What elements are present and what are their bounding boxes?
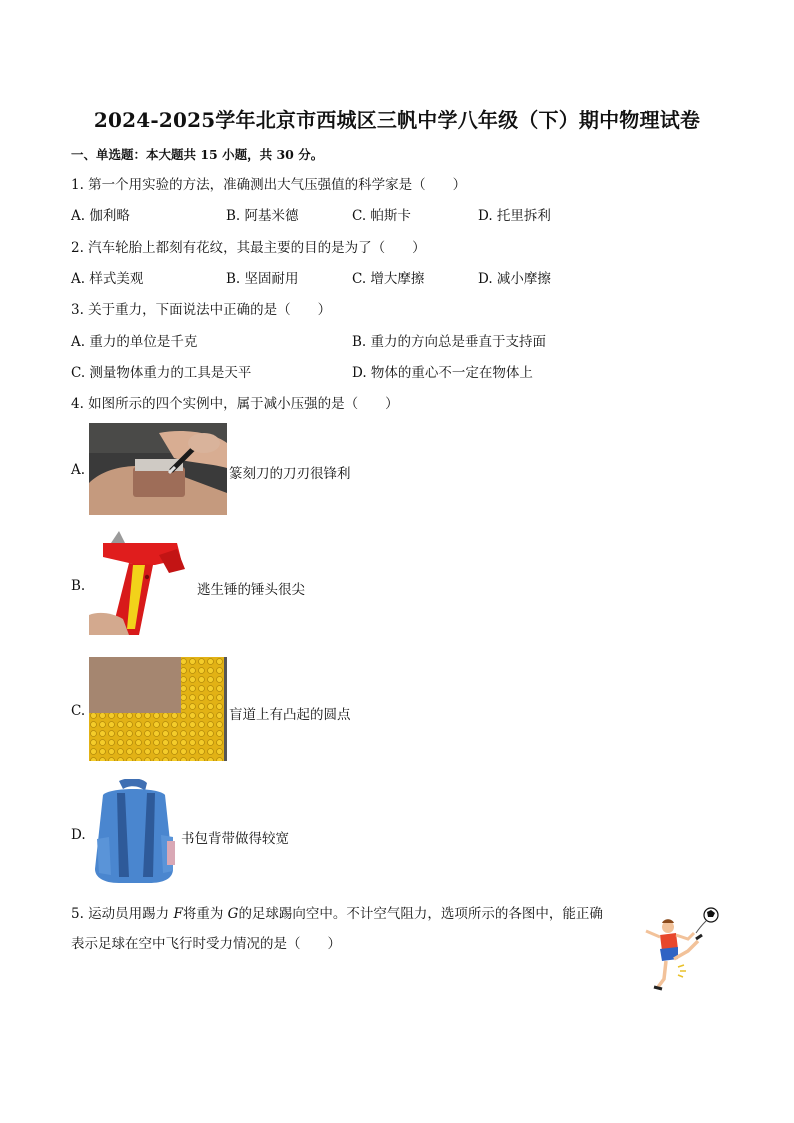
q3-option-a: A. 重力的单位是千克 — [71, 334, 198, 350]
q4-option-c-letter: C. — [71, 703, 86, 719]
q3-option-c: C. 测量物体重力的工具是天平 — [71, 365, 252, 381]
q3-option-b: B. 重力的方向总是垂直于支持面 — [352, 334, 547, 350]
escape-hammer-photo — [89, 529, 195, 635]
q1-option-c: C. 帕斯卡 — [352, 208, 411, 224]
question-5-stem-line-1 — [71, 905, 603, 923]
q4-option-b-letter: B. — [71, 578, 86, 594]
q5-text-part-1: 5. 运动员用踢力 — [71, 906, 174, 922]
q3-option-d: D. 物体的重心不一定在物体上 — [352, 365, 533, 381]
q2-option-b: B. 坚固耐用 — [226, 271, 299, 287]
q4-option-d-letter: D. — [71, 827, 86, 843]
question-3-stem: 3. 关于重力，下面说法中正确的是（ ） — [71, 302, 332, 318]
q2-option-d: D. 减小摩擦 — [478, 271, 551, 287]
q4-option-d-text: 书包背带做得较宽 — [181, 831, 289, 847]
tactile-paving-photo — [89, 657, 227, 761]
q5-text-part-2: 将重为 — [182, 906, 228, 922]
q4-option-a-text: 篆刻刀的刀刃很锋利 — [229, 466, 351, 482]
section-heading: 一、单选题：本大题共 15 小题，共 30 分。 — [71, 147, 324, 162]
q5-weight-symbol: G — [227, 906, 239, 922]
q4-option-c-text: 盲道上有凸起的圆点 — [229, 707, 351, 723]
q1-option-a: A. 伽利略 — [71, 208, 130, 224]
backpack-photo — [89, 779, 179, 885]
q2-option-c: C. 增大摩擦 — [352, 271, 425, 287]
seal-carving-knife-photo — [89, 423, 227, 515]
q5-text-part-3: 的足球踢向空中。不计空气阻力，选项所示的各图中，能正确 — [238, 906, 603, 922]
q1-option-b: B. 阿基米德 — [226, 208, 299, 224]
q4-option-a-letter: A. — [71, 462, 86, 478]
q4-option-b-text: 逃生锤的锤头很尖 — [197, 582, 305, 598]
page-title: 2024-2025学年北京市西城区三帆中学八年级（下）期中物理试卷 — [93, 108, 701, 132]
question-4-stem: 4. 如图所示的四个实例中，属于减小压强的是（ ） — [71, 396, 399, 412]
question-1-stem: 1. 第一个用实验的方法，准确测出大气压强值的科学家是（ ） — [71, 177, 467, 193]
soccer-kicker-illustration — [640, 905, 722, 995]
question-2-stem: 2. 汽车轮胎上都刻有花纹，其最主要的目的是为了（ ） — [71, 240, 426, 256]
q2-option-a: A. 样式美观 — [71, 271, 144, 287]
q1-option-d: D. 托里拆利 — [478, 208, 551, 224]
question-5-stem-line-2: 表示足球在空中飞行时受力情况的是（ ） — [71, 936, 341, 952]
q5-force-symbol: F — [173, 906, 183, 922]
